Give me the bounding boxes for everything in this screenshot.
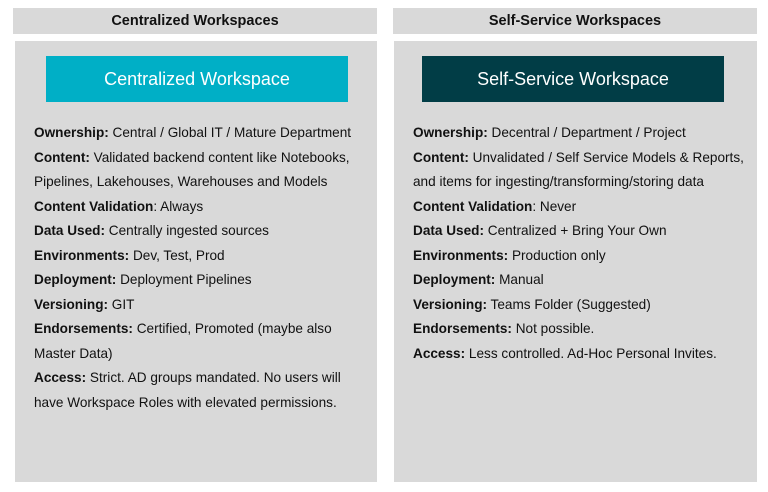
property-row [413,244,749,269]
property-row [34,195,369,220]
centralized-header: Centralized Workspaces [13,8,377,34]
property-value: Master Data) [34,345,113,361]
property-row [413,317,749,342]
self-service-title-box: Self-Service Workspace [422,56,724,102]
property-value: Centralized + Bring Your Own [484,223,667,238]
property-row [413,121,749,146]
property-value: Central / Global IT / Mature Department [108,125,352,140]
property-value: have Workspace Roles with elevated permissions. [34,394,337,410]
property-label: Access: [34,370,87,385]
property-row [34,244,369,269]
property-value: Teams Folder (Suggested) [487,296,651,312]
property-label: Data Used: [413,223,485,238]
property-value: Not possible. [511,321,595,336]
property-label: Environments: [413,247,509,263]
property-value: Dev, Test, Prod [129,247,225,263]
property-label: Endorsements: [34,321,133,336]
property-row [34,391,369,416]
property-label: Versioning: [413,296,488,312]
centralized-title-box: Centralized Workspace [46,56,348,102]
property-label: Access: [413,345,466,361]
property-label: Ownership: [34,125,109,140]
property-value: Pipelines, Lakehouses, Warehouses and Models [34,174,328,189]
property-value: Validated backend content like Notebooks, [89,149,350,165]
property-value: Less controlled. Ad-Hoc Personal Invites. [465,345,717,361]
property-value: Decentral / Department / Project [487,125,686,140]
property-value: Certified, Promoted (maybe also [132,321,332,336]
property-row [413,146,749,171]
self-service-header: Self-Service Workspaces [393,8,757,34]
property-value: : Always [153,198,204,214]
property-row [34,121,369,146]
property-value: Strict. AD groups mandated. No users will [86,370,341,385]
property-label: Deployment: [413,272,496,287]
property-row [34,317,369,342]
property-row [413,342,749,367]
property-value: : Never [532,198,577,214]
centralized-panel [15,41,377,482]
property-row [413,219,749,244]
property-row [34,146,369,171]
property-label: Content: [413,149,469,165]
property-label: Content Validation [34,198,154,214]
property-label: Deployment: [34,272,117,287]
property-row [34,342,369,367]
property-row [413,195,749,220]
property-label: Ownership: [413,125,488,140]
property-value: Centrally ingested sources [105,223,269,238]
property-value: Deployment Pipelines [116,272,252,287]
property-row [34,170,369,195]
property-label: Environments: [34,247,130,263]
property-row [413,293,749,318]
self-service-properties [413,121,749,366]
property-row [34,366,369,391]
centralized-properties [34,121,369,415]
property-label: Data Used: [34,223,106,238]
property-label: Content: [34,149,90,165]
property-label: Content Validation [413,198,533,214]
property-value: Unvalidated / Self Service Models & Reports, [468,149,744,165]
property-value: and items for ingesting/transforming/storing data [413,174,704,189]
property-row [34,268,369,293]
property-row [413,268,749,293]
property-row [34,293,369,318]
property-row [34,219,369,244]
property-row [413,170,749,195]
self-service-panel [394,41,757,482]
property-label: Endorsements: [413,321,512,336]
property-value: GIT [108,296,135,312]
property-value: Production only [508,247,606,263]
property-label: Versioning: [34,296,109,312]
property-value: Manual [495,272,544,287]
